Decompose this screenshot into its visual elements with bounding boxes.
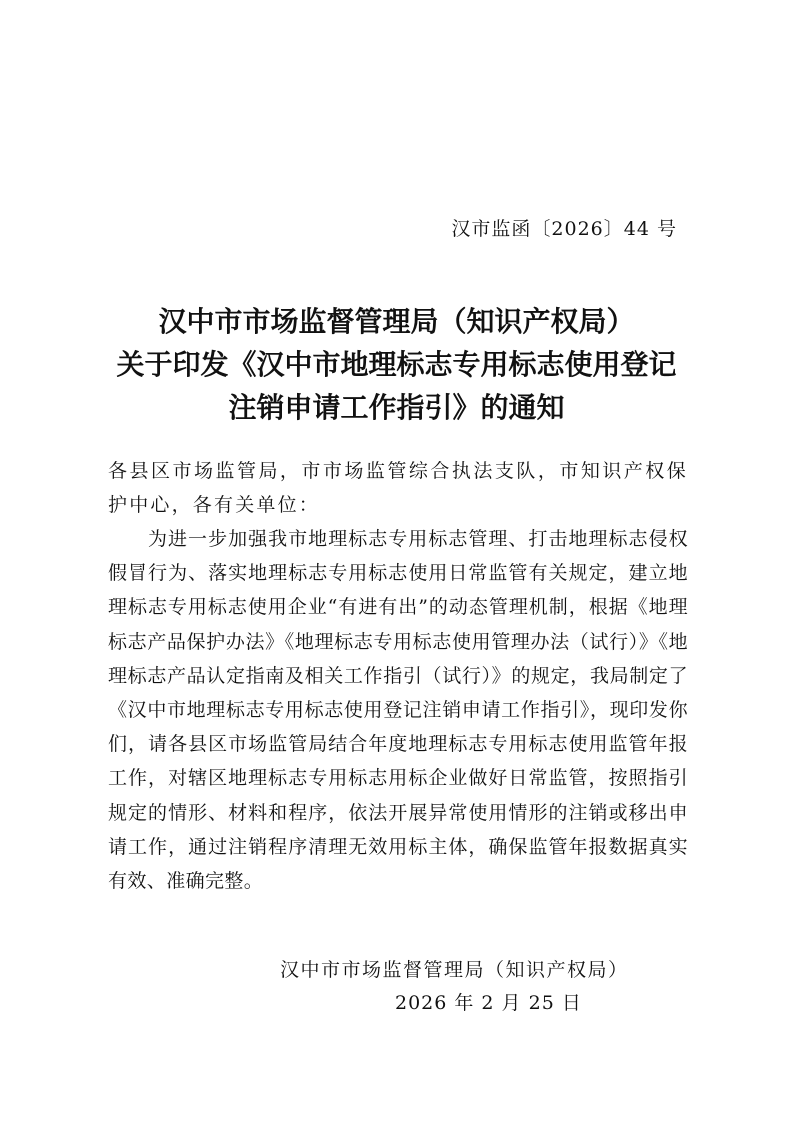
title-line-2: 关于印发《汉中市地理标志专用标志使用登记 [116, 348, 677, 381]
document-number: 汉市监函〔2026〕44 号 [451, 218, 677, 240]
title-line-3: 注销申请工作指引》的通知 [228, 391, 565, 424]
recipient-line: 各县区市场监管局，市市场监管综合执法支队，市知识产权保护中心，各有关单位： [108, 460, 688, 516]
body-paragraph: 为进一步加强我市地理标志专用标志管理、打击地理标志侵权假冒行为、落实地理标志专用标志使用日常监管有关规定，建立地理标志专用标志使用企业“有进有出”的动态管理机制，根据《地理标志产品保护办法》《地理标志专用标志使用管理办法（试行）》《地理标志产品认定指南及相关工作指引（试行）》的规定，我局制定了《汉中市地理标志专用标志使用登记注销申请工作指引》，现印发你们，请各县区市场监管局结合年度地理标志专用标志使用监管年报工作，对辖区地理标志专用标志用标企业做好日常监管，按照指引规定的情形、材料和程序，依法开展异常使用情形的注销或移出申请工作，通过注销程序清理无效用标主体，确保监管年报数据真实有效、准确完整。 [108, 528, 688, 893]
signature-organization: 汉中市市场监督管理局（知识产权局） [280, 959, 629, 981]
signature-date: 2026 年 2 月 25 日 [395, 992, 582, 1014]
title-line-1: 汉中市市场监督管理局（知识产权局） [158, 305, 635, 338]
document-title [80, 300, 713, 429]
